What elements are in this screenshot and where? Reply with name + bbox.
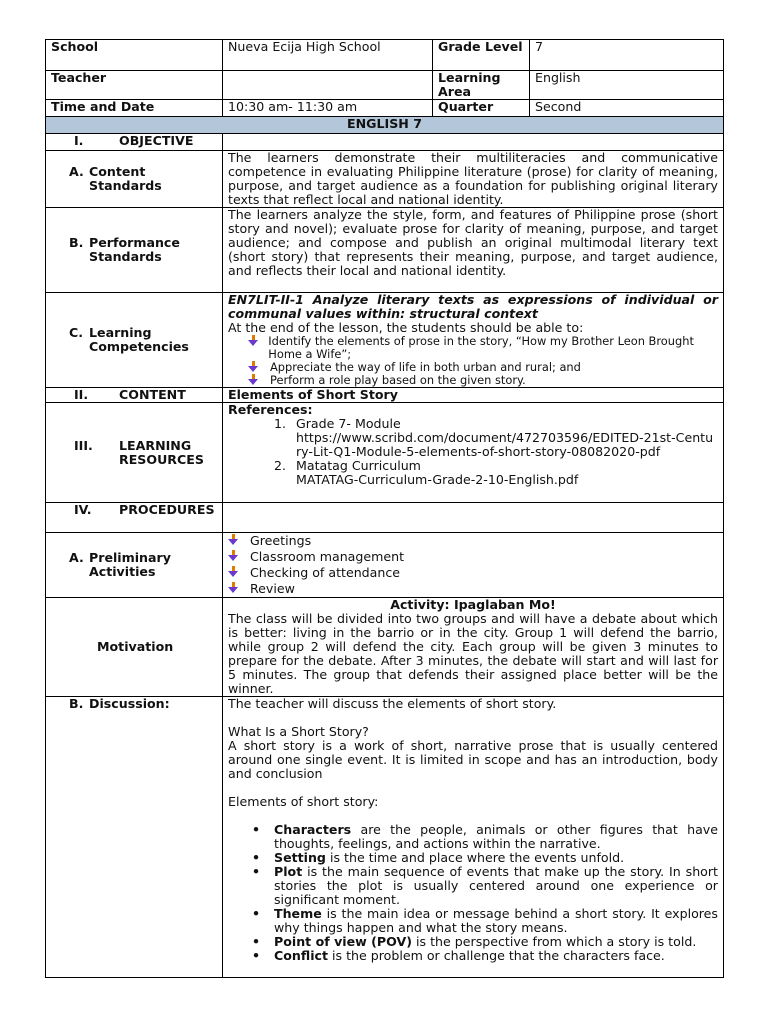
band-row	[46, 117, 724, 134]
resources-row	[46, 403, 724, 503]
resources-content	[223, 403, 724, 503]
preliminary-list	[223, 533, 724, 598]
area-value: English	[530, 71, 724, 100]
arrow-bullet-icon	[228, 550, 242, 562]
element-item: • Characters are the people, animals or other figures that have thoughts, feelings, and actions within the narrative.	[248, 823, 718, 851]
motivation-label: Motivation	[46, 598, 223, 697]
objective-empty-cell	[223, 134, 724, 151]
content-standards-label-cell	[46, 151, 223, 208]
content-title: CONTENT	[119, 387, 186, 402]
teacher-row	[46, 71, 724, 100]
content-row	[46, 388, 724, 403]
grade-value: 7	[530, 40, 724, 71]
time-value: 10:30 am- 11:30 am	[223, 100, 433, 117]
discussion-intro: The teacher will discuss the elements of short story.	[228, 696, 557, 711]
quarter-value: Second	[530, 100, 724, 117]
preliminary-letter: A.	[69, 550, 84, 565]
objective-item: Perform a role play based on the given story.	[248, 374, 718, 387]
element-item: • Theme is the main idea or message behind a short story. It explores why things happen and what the story means.	[248, 907, 718, 935]
motivation-text: The class will be divided into two groups and will have a debate about which is better: living in the barrio or in the city. Group 1 will defend the barrio, while group 2 will defend the city. Each group will be given 3 minutes to prepare for the debate. After 3 minutes, the debate will start and will last for 5 minutes. The group that defends their assigned place better will be the winner.	[228, 611, 718, 696]
competency-code: EN7LIT-II-1 Analyze literary texts as expressions of individual or communal values within: structural context	[228, 292, 718, 321]
arrow-bullet-icon	[248, 361, 262, 373]
english-band-title: ENGLISH 7	[46, 117, 724, 134]
reference-file: MATATAG-Curriculum-Grade-2-10-English.pdf	[296, 472, 579, 487]
objective-heading	[46, 134, 223, 151]
competencies-letter: C.	[69, 325, 84, 340]
preliminary-label-cell	[46, 533, 223, 598]
discussion-content	[223, 697, 724, 978]
content-num: II.	[74, 387, 89, 402]
content-standards-letter: A.	[69, 164, 84, 179]
arrow-bullet-icon	[228, 582, 242, 594]
arrow-bullet-icon	[248, 374, 262, 386]
competencies-label-cell	[46, 293, 223, 388]
competencies-intro: At the end of the lesson, the students should be able to:	[228, 320, 584, 335]
grade-label: Grade Level	[433, 40, 530, 71]
procedures-title: PROCEDURES	[119, 502, 215, 517]
performance-standards-text: The learners analyze the style, form, and features of Philippine prose (short story and novel); evaluate prose for clarity of meaning, purpose, and target audience; and compose and publish an original multimodal literary text (short story) that represents their meaning, purpose, and target audience, and reflects their local and national identity.	[223, 208, 724, 293]
discussion-row	[46, 697, 724, 978]
preliminary-item: Checking of attendance	[228, 565, 718, 581]
performance-standards-row	[46, 208, 724, 293]
activity-title: Activity: Ipaglaban Mo!	[390, 597, 556, 612]
content-standards-text: The learners demonstrate their multiliteracies and communicative competence in evaluating Philippine literature (prose) for clarity of meaning, purpose, and target audience as a foundation for publishing original literary texts that reflect local and national identity.	[223, 151, 724, 208]
school-row	[46, 40, 724, 71]
lesson-plan-table	[45, 39, 724, 978]
competencies-label: Learning Competencies	[89, 325, 189, 354]
performance-standards-label-cell	[46, 208, 223, 293]
objective-title: OBJECTIVE	[119, 133, 194, 148]
references-heading: References:	[228, 402, 313, 417]
arrow-bullet-icon	[248, 335, 260, 347]
content-heading	[46, 388, 223, 403]
objective-item: Appreciate the way of life in both urban and rural; and	[248, 361, 718, 374]
discussion-label: Discussion:	[89, 696, 170, 711]
performance-standards-label: Performance Standards	[89, 235, 180, 264]
references-list	[228, 417, 718, 487]
content-standards-label: Content Standards	[89, 164, 162, 193]
objectives-list	[228, 335, 718, 387]
time-label: Time and Date	[46, 100, 223, 117]
motivation-content	[223, 598, 724, 697]
lesson-plan-page	[45, 39, 723, 978]
preliminary-item: Greetings	[228, 533, 718, 549]
short-story-definition: A short story is a work of short, narrative prose that is usually centered around one single event. It is limited in scope and has an introduction, body and conclusion	[228, 738, 718, 781]
time-row	[46, 100, 724, 117]
content-standards-row	[46, 151, 724, 208]
motivation-row	[46, 598, 724, 697]
elements-heading: Elements of short story:	[228, 794, 379, 809]
element-item: • Setting is the time and place where the events unfold.	[248, 851, 718, 865]
procedures-heading	[46, 503, 223, 533]
preliminary-item: Classroom management	[228, 549, 718, 565]
preliminary-label: Preliminary Activities	[89, 550, 171, 579]
resources-heading	[46, 403, 223, 503]
discussion-letter: B.	[69, 696, 84, 711]
procedures-num: IV.	[74, 502, 92, 517]
element-item: • Conflict is the problem or challenge that the characters face.	[248, 949, 718, 963]
teacher-label: Teacher	[46, 71, 223, 100]
reference-item: 2. Matatag Curriculum MATATAG-Curriculum-Grade-2-10-English.pdf	[274, 458, 579, 487]
element-item: • Plot is the main sequence of events that make up the story. In short stories the plot is usually centered around one experience or significant moment.	[248, 865, 718, 907]
performance-standards-letter: B.	[69, 235, 84, 250]
preliminary-row	[46, 533, 724, 598]
discussion-question: What Is a Short Story?	[228, 724, 369, 739]
elements-list	[228, 823, 718, 963]
preliminary-item: Review	[228, 581, 718, 597]
objective-row	[46, 134, 724, 151]
reference-link[interactable]: https://www.scribd.com/document/472703596/EDITED-21st-Century-Lit-Q1-Module-5-elements-of-short-story-08082020-pdf	[296, 430, 714, 459]
teacher-value	[223, 71, 433, 100]
school-label: School	[46, 40, 223, 71]
area-label: Learning Area	[433, 71, 530, 100]
arrow-bullet-icon	[228, 566, 242, 578]
reference-item: 1. Grade 7- Module https://www.scribd.com/document/472703596/EDITED-21st-Century-Lit-Q1-Module-5-elements-of-short-story-08082020-pdf	[274, 417, 718, 459]
procedures-empty-cell	[223, 503, 724, 533]
resources-title: LEARNING RESOURCES	[119, 437, 204, 467]
objective-item: Identify the elements of prose in the story, “How my Brother Leon Brought Home a Wife”;	[248, 335, 718, 361]
procedures-row	[46, 503, 724, 533]
resources-num: III.	[74, 437, 93, 453]
discussion-label-cell	[46, 697, 223, 978]
school-value: Nueva Ecija High School	[223, 40, 433, 71]
objective-num: I.	[74, 133, 84, 148]
content-value: Elements of Short Story	[223, 388, 724, 403]
competencies-content	[223, 293, 724, 388]
quarter-label: Quarter	[433, 100, 530, 117]
element-item: • Point of view (POV) is the perspective from which a story is told.	[248, 935, 718, 949]
arrow-bullet-icon	[228, 534, 242, 546]
competencies-row	[46, 293, 724, 388]
